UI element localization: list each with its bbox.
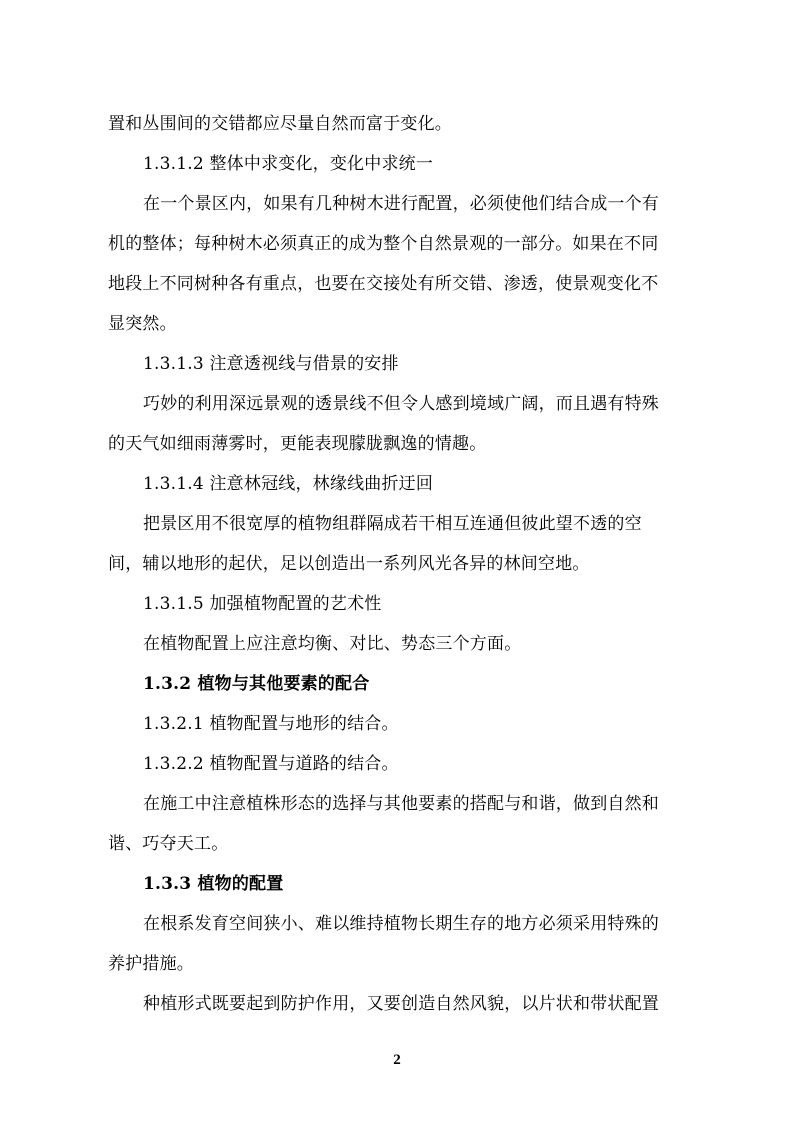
body-text-line: 显突然。 <box>108 314 177 334</box>
body-text-line: 地段上不同树种各有重点，也要在交接处有所交错、渗透，使景观变化不 <box>108 274 659 294</box>
section-heading-1-3-2: 1.3.2 植物与其他要素的配合 <box>143 674 370 694</box>
body-text-line: 谐、巧夺天工。 <box>108 834 229 854</box>
section-heading-1-3-1-5: 1.3.1.5 加强植物配置的艺术性 <box>143 594 382 614</box>
body-text-line: 置和丛围间的交错都应尽量自然而富于变化。 <box>108 114 452 134</box>
body-text-line: 在根系发育空间狭小、难以维持植物长期生存的地方必须采用特殊的 <box>143 914 659 934</box>
body-text-line: 养护措施。 <box>108 954 194 974</box>
body-text-line: 种植形式既要起到防护作用，又要创造自然风貌，以片状和带状配置 <box>143 994 659 1014</box>
section-heading-1-3-2-2: 1.3.2.2 植物配置与道路的结合。 <box>143 754 399 774</box>
section-heading-1-3-3: 1.3.3 植物的配置 <box>143 874 284 894</box>
document-body <box>108 104 698 1024</box>
body-text-line: 在植物配置上应注意均衡、对比、势态三个方面。 <box>143 634 522 654</box>
section-heading-1-3-2-1: 1.3.2.1 植物配置与地形的结合。 <box>143 714 399 734</box>
body-text-line: 巧妙的利用深远景观的透景线不但令人感到境域广阔，而且遇有特殊 <box>143 394 659 414</box>
body-text-line: 在施工中注意植株形态的选择与其他要素的搭配与和谐，做到自然和 <box>143 794 659 814</box>
page-number: 2 <box>393 1052 401 1068</box>
body-text-line: 的天气如细雨薄雾时，更能表现朦胧飘逸的情趣。 <box>108 434 487 454</box>
section-heading-1-3-1-4: 1.3.1.4 注意林冠线，林缘线曲折迂回 <box>143 474 434 494</box>
section-heading-1-3-1-3: 1.3.1.3 注意透视线与借景的安排 <box>143 354 399 374</box>
body-text-line: 把景区用不很宽厚的植物组群隔成若干相互连通但彼此望不透的空 <box>143 514 642 534</box>
body-text-line: 机的整体；每种树木必须真正的成为整个自然景观的一部分。如果在不同 <box>108 234 659 254</box>
section-heading-1-3-1-2: 1.3.1.2 整体中求变化，变化中求统一 <box>143 154 434 174</box>
body-text-line: 在一个景区内，如果有几种树木进行配置，必须使他们结合成一个有 <box>143 194 659 214</box>
body-text-line: 间，辅以地形的起伏，足以创造出一系列风光各异的林间空地。 <box>108 554 590 574</box>
